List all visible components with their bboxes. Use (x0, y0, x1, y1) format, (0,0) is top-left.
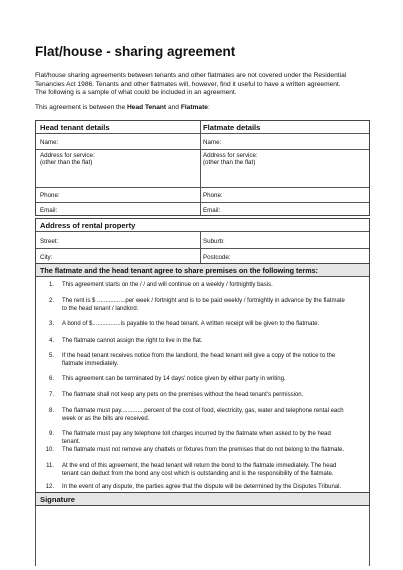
signature-area-left-border (35, 506, 36, 566)
between-prefix: This agreement is between the (35, 104, 126, 111)
term-number: 2. (48, 298, 54, 304)
rental-property-table (35, 218, 370, 264)
postcode-field[interactable]: Postcode: (203, 254, 231, 261)
term-number: 12. (45, 484, 54, 490)
intro-paragraph: Flat/house sharing agreements between tenants and other flatmates are not covered under the Residential Tenancies Act 1986. Tenants and other flatmates will, however, find it useful to have a written agreement. (35, 72, 347, 88)
details-table (35, 120, 370, 216)
term-number: 3. (48, 321, 54, 327)
row-divider (36, 202, 369, 203)
head-tenant-details-header: Head tenant details (40, 123, 110, 132)
row-divider (36, 231, 369, 232)
head-tenant-phone-field[interactable]: Phone: (40, 192, 60, 199)
term-text: If the head tenant receives notice from the landlord, the head tenant will give a copy of the notice to the flatmate immediately. (62, 353, 336, 367)
flatmate-name-field[interactable]: Name: (203, 139, 222, 146)
column-divider (200, 231, 201, 263)
terms-section (35, 264, 370, 494)
row-divider (36, 149, 369, 150)
terms-header: The flatmate and the head tenant agree to share premises on the following terms: (40, 266, 318, 275)
term-number: 8. (48, 408, 54, 414)
row-divider (36, 187, 369, 188)
city-field[interactable]: City: (40, 254, 53, 261)
signature-header: Signature (40, 495, 76, 504)
term-number: 11. (46, 463, 54, 469)
term-text: A bond of $.................is payable to the head tenant. A written receipt will be given to the flatmate. (62, 321, 320, 327)
signature-section (35, 492, 370, 506)
suburb-field[interactable]: Suburb: (203, 238, 225, 245)
flatmate-label: Flatmate (180, 104, 208, 111)
head-tenant-address-field[interactable]: Address for service: (other than the flat) (40, 152, 95, 167)
column-divider (200, 121, 201, 215)
term-number: 4. (48, 338, 54, 344)
term-number: 6. (48, 376, 54, 382)
head-tenant-label: Head Tenant (127, 104, 167, 111)
term-text: The flatmate shall not keep any pets on the premises without the head tenant's permission. (62, 392, 304, 398)
term-number: 9. (48, 431, 54, 437)
intro-text (35, 72, 375, 98)
flatmate-address-field[interactable]: Address for service: (other than the flat) (203, 152, 258, 167)
term-text: The flatmate must not remove any chattels or fixtures from the premises that do not belong to the flatmate. (62, 447, 345, 453)
row-divider (36, 248, 369, 249)
flatmate-email-field[interactable]: Email: (203, 207, 221, 214)
term-number: 7. (48, 392, 54, 398)
row-divider (36, 133, 369, 134)
term-text: The flatmate must pay any telephone toll charges incurred by the flatmate when asked to by the head tenant. (62, 431, 331, 445)
agreement-parties-line (35, 104, 210, 111)
term-text: The flatmate must pay..............percent of the cost of food, electricity, gas, water and telephone rental each week or as the bills are received. (62, 408, 344, 422)
term-text: At the end of this agreement, the head tenant will return the bond to the flatmate immediately. The head tenant can deduct from the bond any cost which is outstanding and is the responsibility of the flatmate. (62, 463, 337, 477)
page-title: Flat/house - sharing agreement (35, 44, 236, 59)
head-tenant-email-field[interactable]: Email: (40, 207, 58, 214)
rental-property-header: Address of rental property (40, 221, 136, 230)
term-text: This agreement can be terminated by 14 days' notice given by either party in writing. (62, 376, 286, 382)
flatmate-details-header: Flatmate details (203, 123, 261, 132)
intro-paragraph: The following is a sample of what could be included in an agreement. (35, 89, 237, 97)
flatmate-phone-field[interactable]: Phone: (203, 192, 223, 199)
term-number: 5. (48, 353, 54, 359)
between-and: and (167, 104, 179, 111)
term-text: The rent is $ .................per week / fortnight and is to be paid weekly / fortnightly in advance by the flatmate to the head tenant / landlord. (62, 298, 345, 312)
head-tenant-name-field[interactable]: Name: (40, 139, 59, 146)
signature-area-right-border[interactable] (369, 506, 370, 566)
term-number: 1. (48, 282, 54, 288)
term-text: In the event of any dispute, the parties agree that the dispute will be determined by the Disputes Tribunal. (62, 484, 342, 490)
signature-header-background (36, 493, 369, 505)
term-number: 10. (45, 447, 54, 453)
term-text: This agreement starts on the / / and will continue on a weekly / fortnightly basis. (62, 282, 273, 288)
between-suffix: : (207, 104, 210, 111)
row-divider (36, 276, 369, 277)
street-field[interactable]: Street: (40, 238, 59, 245)
term-text: The flatmate cannot assign the right to live in the flat. (62, 338, 203, 344)
